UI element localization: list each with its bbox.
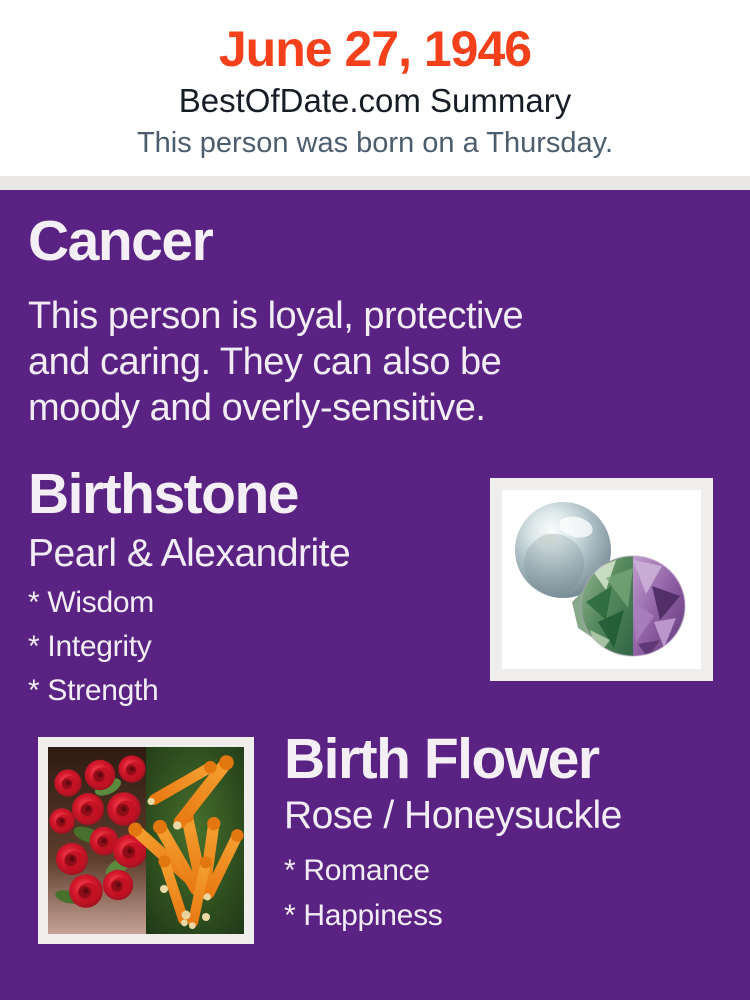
page-title-date: June 27, 1946 xyxy=(218,21,532,77)
birthstone-photo-frame xyxy=(490,478,713,681)
roses-image xyxy=(48,747,147,934)
birth-flower-title: Birth Flower xyxy=(284,727,599,791)
pearl-alexandrite-graphic xyxy=(502,490,701,669)
birth-flower-trait-list xyxy=(284,848,442,938)
purple-body xyxy=(0,190,750,1000)
rose-honeysuckle-graphic xyxy=(48,747,244,934)
zodiac-description-line: and caring. They can also be xyxy=(28,341,502,383)
birth-flower-trait: * Happiness xyxy=(284,899,443,932)
birth-day-note: This person was born on a Thursday. xyxy=(136,126,614,159)
birth-flower-trait: * Romance xyxy=(284,854,430,887)
zodiac-sign-title: Cancer xyxy=(28,209,213,273)
birthstone-trait: * Strength xyxy=(28,674,159,707)
zodiac-description xyxy=(28,293,658,431)
birth-flower-names: Rose / Honeysuckle xyxy=(284,794,622,837)
header xyxy=(0,0,750,176)
zodiac-description-line: moody and overly-sensitive. xyxy=(28,387,486,429)
birthstone-title: Birthstone xyxy=(28,462,298,526)
divider-strip xyxy=(0,176,750,190)
birthstone-trait: * Integrity xyxy=(28,630,152,663)
site-summary-subtitle: BestOfDate.com Summary xyxy=(178,82,572,119)
birth-flower-photo xyxy=(48,747,244,934)
birthstone-names: Pearl & Alexandrite xyxy=(28,532,351,575)
zodiac-description-line: This person is loyal, protective xyxy=(28,295,524,337)
birthstone-trait-list xyxy=(28,581,158,713)
birthstone-trait: * Wisdom xyxy=(28,586,154,619)
birth-flower-photo-frame xyxy=(38,737,254,944)
birthstone-photo xyxy=(502,490,701,669)
